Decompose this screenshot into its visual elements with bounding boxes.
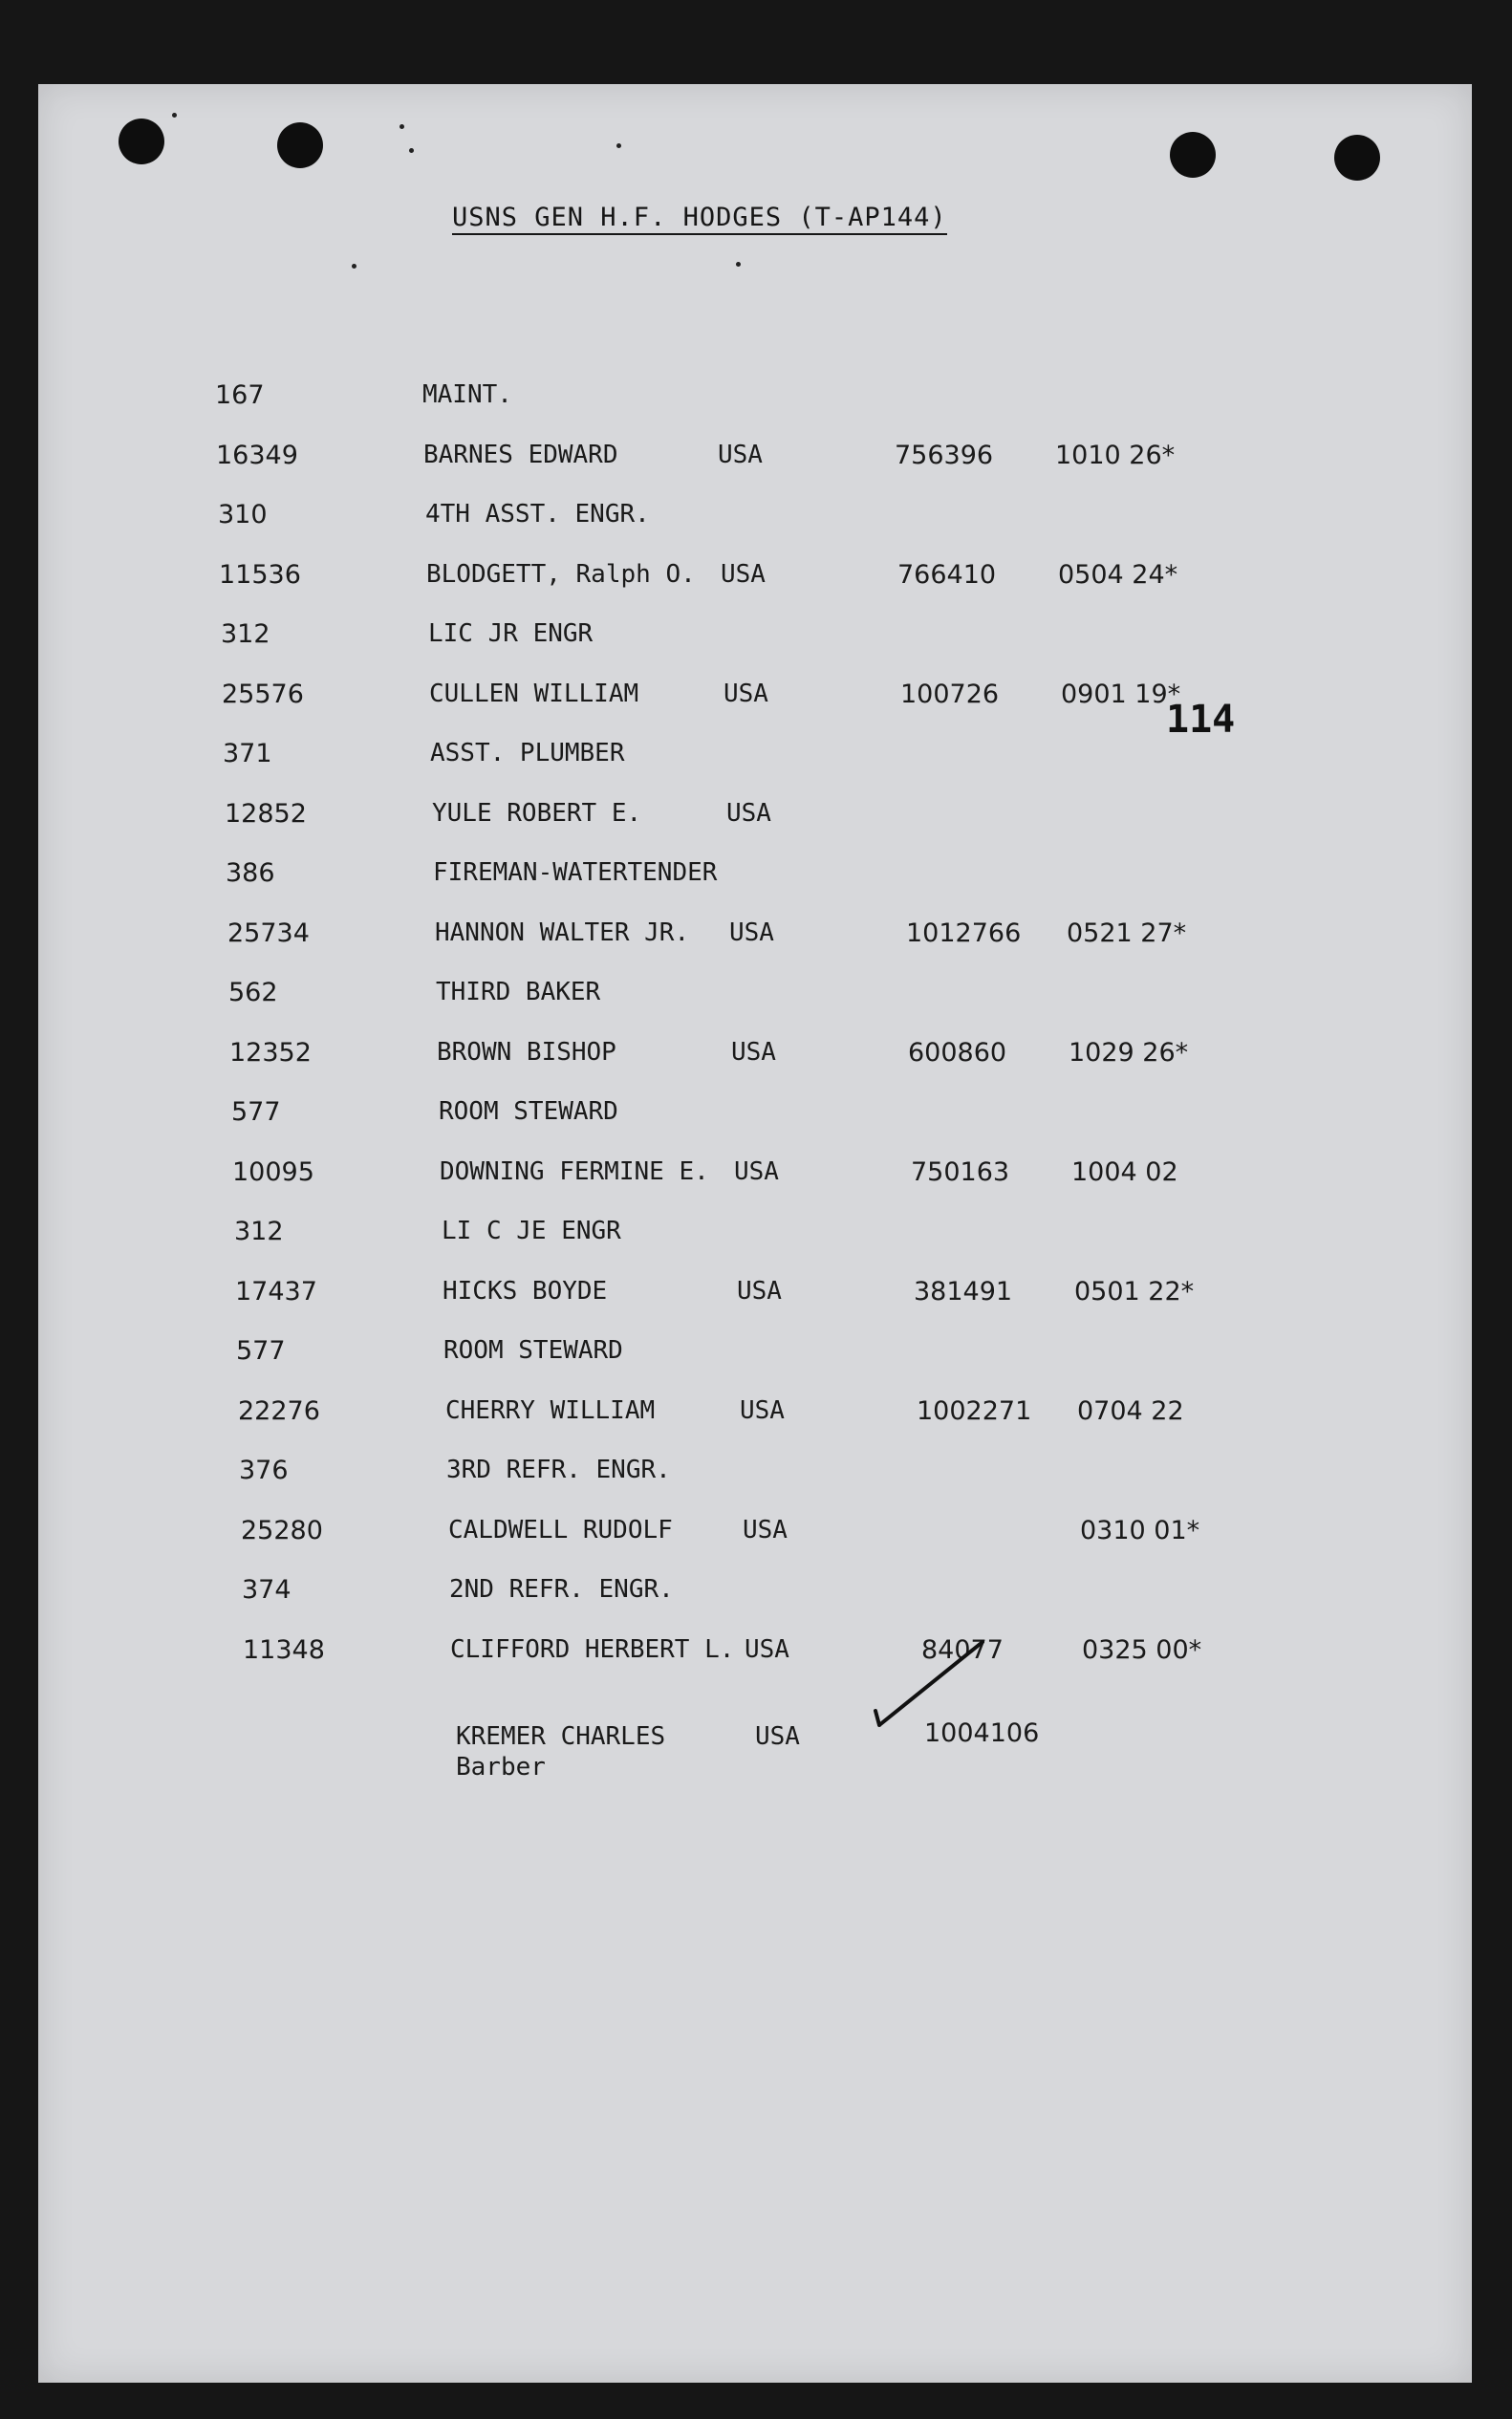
entry-description: 2ND REFR. ENGR. (449, 1575, 674, 1604)
entry-description: FIREMAN-WATERTENDER (433, 858, 718, 887)
footer-id: 1004106 (924, 1718, 1040, 1748)
entry-description: LI C JE ENGR (442, 1217, 621, 1245)
paper-speck (400, 124, 404, 129)
entry-code: 577 (236, 1336, 286, 1366)
position-row (0, 739, 1434, 777)
entry-description: 3RD REFR. ENGR. (446, 1456, 671, 1484)
footer-name: KREMER CHARLES (456, 1722, 666, 1751)
entry-code: 12852 (225, 798, 307, 829)
entry-description: HICKS BOYDE (443, 1276, 608, 1306)
entry-code: 17437 (235, 1276, 317, 1307)
entry-citizenship: USA (745, 1634, 789, 1664)
entry-citizenship: USA (737, 1276, 782, 1306)
entry-description: HANNON WALTER JR. (435, 918, 690, 947)
paper-speck (172, 113, 177, 118)
entry-date: 1004 02 (1071, 1156, 1178, 1187)
crew-member-row (0, 918, 1434, 957)
position-row (0, 380, 1434, 419)
entry-description: THIRD BAKER (436, 978, 601, 1006)
entry-citizenship: USA (729, 918, 774, 947)
paper-speck (616, 143, 621, 148)
entry-date: 0704 22 (1077, 1395, 1184, 1426)
entry-id: 100726 (900, 679, 1000, 709)
entry-description: BROWN BISHOP (437, 1037, 616, 1067)
entry-description: 4TH ASST. ENGR. (425, 500, 650, 529)
document-title: USNS GEN H.F. HODGES (T-AP144) (452, 203, 947, 235)
entry-description: CHERRY WILLIAM (445, 1395, 656, 1425)
entry-code: 310 (218, 500, 268, 529)
entry-description: LIC JR ENGR (428, 619, 594, 648)
entry-code: 11536 (219, 559, 301, 590)
entry-code: 10095 (232, 1156, 314, 1187)
entry-date: 0521 27* (1067, 918, 1187, 948)
entry-date: 1010 26* (1055, 440, 1176, 470)
page-number: 114 (1166, 698, 1236, 742)
crew-member-row (0, 1396, 1434, 1435)
entry-citizenship: USA (734, 1156, 779, 1186)
entry-description: MAINT. (422, 380, 512, 409)
position-row (0, 500, 1434, 538)
punch-hole (277, 122, 323, 168)
entry-id: 766410 (897, 559, 997, 590)
entry-citizenship: USA (718, 440, 763, 469)
paper-speck (352, 264, 356, 269)
entry-code: 577 (231, 1097, 281, 1127)
entry-code: 374 (242, 1575, 292, 1605)
entry-date: 0325 00* (1082, 1634, 1202, 1665)
entry-code: 371 (223, 739, 272, 768)
entry-code: 312 (234, 1217, 284, 1246)
crew-member-row (0, 1277, 1434, 1315)
entry-description: ROOM STEWARD (439, 1097, 618, 1126)
entry-date: 0501 22* (1074, 1276, 1195, 1307)
entry-date: 0310 01* (1080, 1515, 1200, 1545)
footer-entry (456, 1722, 665, 1782)
position-row (0, 1456, 1434, 1494)
crew-member-row (0, 799, 1434, 837)
position-row (0, 1336, 1434, 1374)
entry-id: 1012766 (906, 918, 1022, 948)
position-row (0, 619, 1434, 658)
crew-member-row (0, 560, 1434, 598)
crew-member-row (0, 441, 1434, 479)
entry-citizenship: USA (743, 1515, 788, 1544)
entry-citizenship: USA (740, 1395, 785, 1425)
entry-code: 11348 (243, 1634, 325, 1665)
entry-id: 1002271 (917, 1395, 1032, 1426)
position-row (0, 858, 1434, 896)
entry-code: 386 (226, 858, 275, 888)
entry-id: 381491 (914, 1276, 1013, 1307)
position-row (0, 1217, 1434, 1255)
entry-citizenship: USA (721, 559, 766, 589)
paper-speck (736, 262, 741, 267)
entry-description: ROOM STEWARD (443, 1336, 623, 1365)
entry-description: BLODGETT, Ralph O. (426, 559, 696, 589)
crew-member-row (0, 1516, 1434, 1554)
entry-code: 312 (221, 619, 270, 649)
entry-date: 1029 26* (1069, 1037, 1189, 1068)
position-row (0, 1097, 1434, 1135)
entry-description: BARNES EDWARD (423, 440, 618, 469)
punch-hole (1170, 132, 1216, 178)
entry-id: 84077 (921, 1634, 1004, 1665)
crew-member-row (0, 1635, 1434, 1674)
entry-date: 0901 19* (1061, 679, 1181, 709)
entry-code: 25734 (227, 918, 310, 948)
entry-citizenship: USA (726, 798, 771, 828)
entry-code: 12352 (229, 1037, 312, 1068)
entry-code: 22276 (238, 1395, 320, 1426)
position-row (0, 978, 1434, 1016)
entry-id: 750163 (911, 1156, 1010, 1187)
entry-code: 25280 (241, 1515, 323, 1545)
entry-code: 16349 (216, 440, 298, 470)
entry-code: 167 (215, 380, 265, 410)
entry-citizenship: USA (731, 1037, 776, 1067)
crew-member-row (0, 1038, 1434, 1076)
footer-role: Barber (456, 1753, 546, 1782)
entry-description: CLIFFORD HERBERT L. (450, 1634, 735, 1664)
entry-code: 376 (239, 1456, 289, 1485)
entry-code: 25576 (222, 679, 304, 709)
punch-hole (119, 119, 164, 164)
crew-member-row (0, 1157, 1434, 1196)
entry-id: 600860 (908, 1037, 1007, 1068)
entry-description: CALDWELL RUDOLF (448, 1515, 673, 1544)
entry-description: YULE ROBERT E. (432, 798, 642, 828)
entry-date: 0504 24* (1058, 559, 1178, 590)
entry-id: 756396 (895, 440, 994, 470)
entry-description: DOWNING FERMINE E. (440, 1156, 709, 1186)
punch-hole (1334, 135, 1380, 181)
footer-citizenship: USA (755, 1722, 800, 1751)
entry-description: ASST. PLUMBER (430, 739, 625, 767)
position-row (0, 1575, 1434, 1613)
entry-description: CULLEN WILLIAM (429, 679, 639, 708)
entry-citizenship: USA (724, 679, 768, 708)
entry-code: 562 (228, 978, 278, 1007)
paper-speck (409, 148, 414, 153)
